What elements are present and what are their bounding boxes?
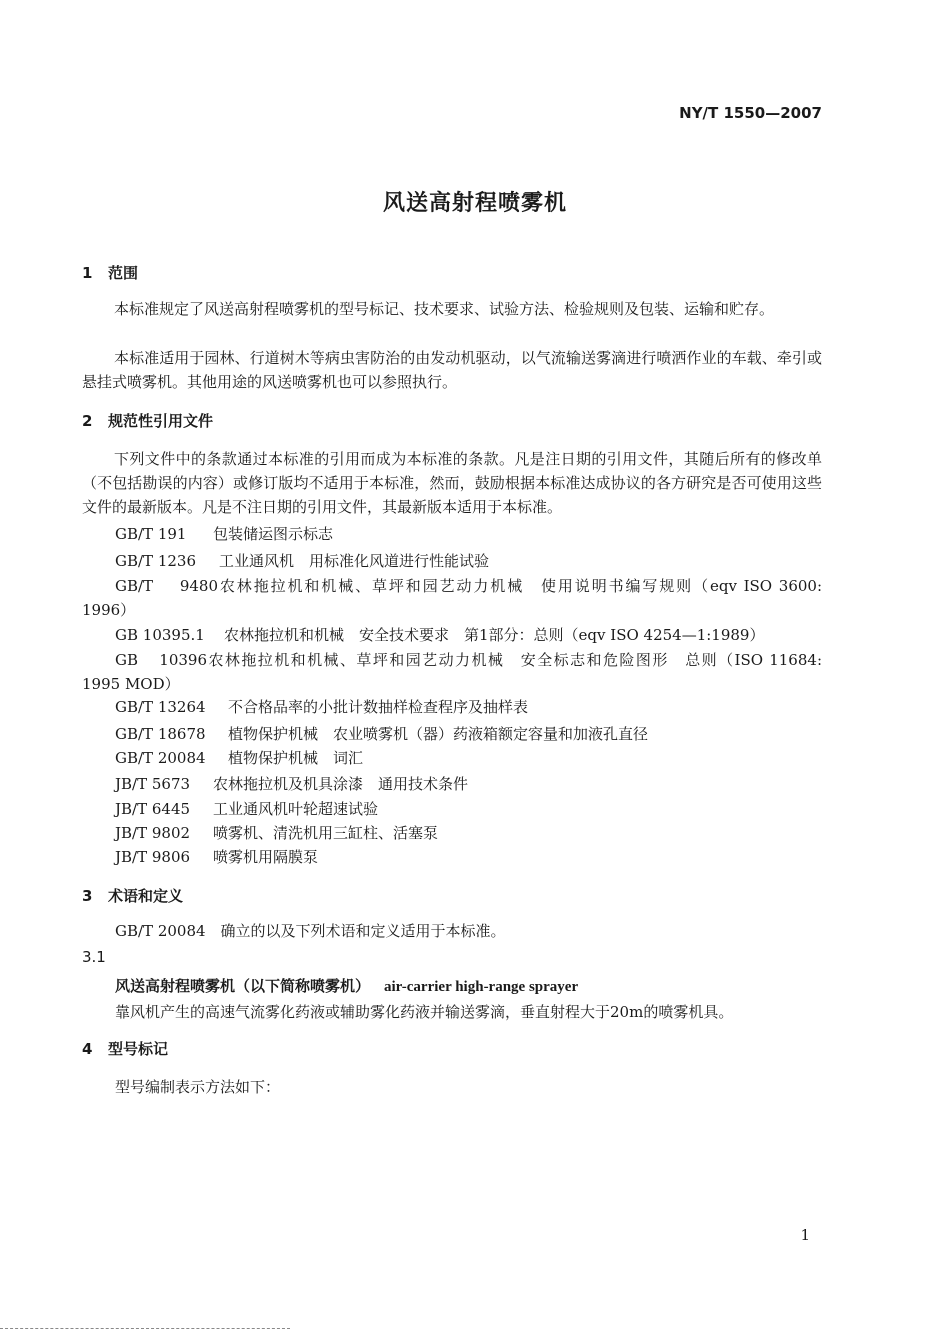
section-title: 型号标记 — [108, 1040, 169, 1058]
reference-code: JB/T 5673 — [115, 775, 191, 793]
reference-item — [115, 798, 378, 819]
reference-title: 农林拖拉机和机械、草坪和园艺动力机械 安全标志和危险图形 总则（ISO 11684: — [207, 651, 822, 669]
reference-item — [82, 648, 822, 696]
standard-number: NY/T 1550—2007 — [679, 104, 822, 122]
section-number: 4 — [82, 1040, 93, 1058]
reference-title: 喷雾机用隔膜泵 — [213, 848, 319, 866]
reference-item — [115, 747, 363, 768]
reference-code: GB/T 1236 — [115, 552, 197, 570]
section-3-paragraph-1: GB/T 20084 确立的以及下列术语和定义适用于本标准。 — [115, 922, 506, 940]
section-2-heading — [82, 410, 213, 431]
section-1-heading — [82, 262, 138, 283]
page-number: 1 — [800, 1226, 810, 1244]
reference-title: 不合格品率的小批计数抽样检查程序及抽样表 — [228, 698, 529, 716]
section-1-paragraph-2: 本标准适用于园林、行道树木等病虫害防治的由发动机驱动，以气流输送雾滴进行喷洒作业的车载、牵引或悬挂式喷雾机。其他用途的风送喷雾机也可以参照执行。 — [82, 349, 822, 391]
section-title: 规范性引用文件 — [108, 412, 214, 430]
reference-title: 喷雾机、清洗机用三缸柱、活塞泵 — [213, 824, 439, 842]
section-3-heading — [82, 885, 183, 906]
reference-code: JB/T 9806 — [115, 848, 191, 866]
reference-item — [115, 723, 648, 744]
reference-title: 工业通风机叶轮超速试验 — [213, 800, 379, 818]
term-english: air-carrier high-range sprayer — [384, 979, 579, 995]
reference-title: 植物保护机械 词汇 — [228, 749, 364, 767]
reference-item — [115, 773, 468, 794]
reference-item — [115, 822, 438, 843]
subsection-3-1-number: 3.1 — [82, 948, 106, 966]
section-2-paragraph-1: 下列文件中的条款通过本标准的引用而成为本标准的条款。凡是注日期的引用文件，其随后所有的修改单（不包括勘误的内容）或修订版均不适用于本标准，然而，鼓励根据本标准达成协议的各方研究是否可使用这些文件的最新版本。凡是不注日期的引用文件，其最新版本适用于本标准。 — [82, 450, 822, 516]
term-chinese: 风送高射程喷雾机（以下简称喷雾机） — [115, 977, 371, 995]
reference-code: GB 10396 — [115, 651, 207, 669]
reference-code: GB/T 18678 — [115, 725, 206, 743]
reference-code: GB/T 20084 — [115, 749, 206, 767]
reference-code: GB/T 13264 — [115, 698, 206, 716]
section-4-paragraph-1: 型号编制表示方法如下： — [115, 1078, 281, 1096]
reference-item — [115, 696, 528, 717]
section-title: 术语和定义 — [108, 887, 184, 905]
reference-title: 农林拖拉机和机械 安全技术要求 第1部分：总则（eqv ISO 4254—1:1989） — [224, 626, 765, 644]
section-number: 1 — [82, 264, 93, 282]
reference-item — [115, 846, 318, 867]
reference-title: 工业通风机 用标准化风道进行性能试验 — [219, 552, 490, 570]
reference-code: GB 10395.1 — [115, 626, 205, 644]
reference-continuation: 1995 MOD） — [82, 675, 180, 693]
reference-continuation: 1996） — [82, 601, 136, 619]
document-title: 风送高射程喷雾机 — [382, 191, 567, 216]
reference-item — [115, 523, 333, 544]
term-definition: 靠风机产生的高速气流雾化药液或辅助雾化药液并输送雾滴，垂直射程大于20m的喷雾机具。 — [115, 1003, 734, 1021]
reference-code: JB/T 9802 — [115, 824, 191, 842]
reference-title: 植物保护机械 农业喷雾机（器）药液箱额定容量和加液孔直径 — [228, 725, 649, 743]
section-number: 2 — [82, 412, 93, 430]
reference-title: 包装储运图示标志 — [213, 525, 334, 543]
reference-code: GB/T 191 — [115, 525, 187, 543]
reference-item — [115, 624, 764, 645]
section-title: 范围 — [108, 264, 139, 282]
term-entry — [115, 975, 578, 996]
section-number: 3 — [82, 887, 93, 905]
section-4-heading — [82, 1038, 168, 1059]
reference-title: 农林拖拉机和机械、草坪和园艺动力机械 使用说明书编写规则（eqv ISO 3600: — [218, 577, 822, 595]
reference-item — [115, 550, 489, 571]
reference-code: JB/T 6445 — [115, 800, 191, 818]
reference-code: GB/T 9480 — [115, 577, 218, 595]
reference-title: 农林拖拉机及机具涂漆 通用技术条件 — [213, 775, 469, 793]
reference-item — [82, 574, 822, 622]
footer-rule — [0, 1328, 290, 1329]
section-1-paragraph-1: 本标准规定了风送高射程喷雾机的型号标记、技术要求、试验方法、检验规则及包装、运输和贮存。 — [114, 300, 775, 318]
